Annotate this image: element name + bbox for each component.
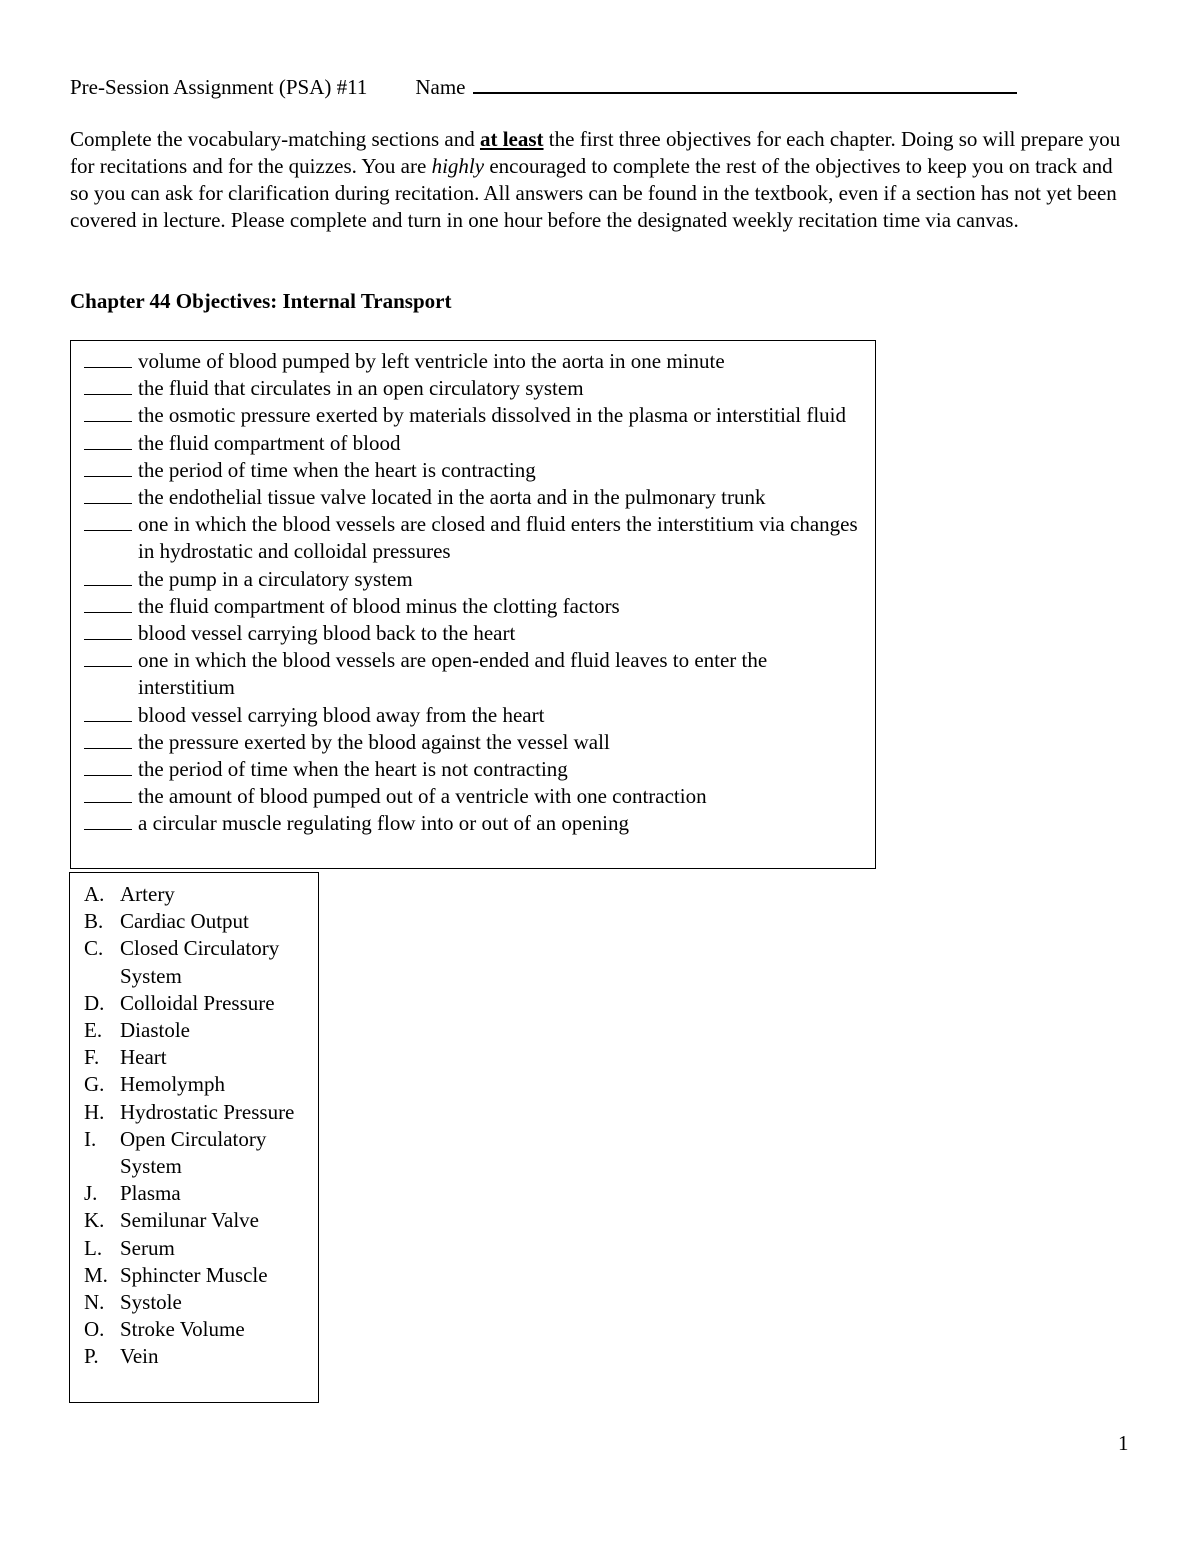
definition-item xyxy=(84,375,875,402)
term-letter: E. xyxy=(84,1018,103,1043)
term-item xyxy=(84,1316,318,1343)
instructions-text-2: the first three objectives for each chapter. Doing so will prepare you for recitations and for the quizzes. You are xyxy=(70,127,1121,178)
answer-blank[interactable] xyxy=(84,702,132,722)
term-item xyxy=(84,1071,318,1098)
term-letter: D. xyxy=(84,990,105,1015)
term-text: Semilunar Valve xyxy=(120,1208,260,1233)
term-text: Hemolymph xyxy=(120,1072,225,1097)
page-number: 1 xyxy=(1118,1431,1129,1455)
definition-item xyxy=(84,647,875,701)
definition-text: one in which the blood vessels are closed and fluid enters the interstitium via changes in hydrostatic and colloidal pressures xyxy=(138,512,858,564)
answer-blank[interactable] xyxy=(84,593,132,613)
instructions-italic: highly xyxy=(431,154,485,178)
definition-text: the fluid compartment of blood xyxy=(138,430,401,455)
chapter-title: Chapter 44 Objectives: Internal Transport xyxy=(70,289,452,313)
term-item xyxy=(84,1289,318,1316)
definition-item xyxy=(84,430,875,457)
answer-blank[interactable] xyxy=(84,402,132,422)
definition-item xyxy=(84,593,875,620)
term-letter: L. xyxy=(84,1235,103,1260)
definition-text: volume of blood pumped by left ventricle into the aorta in one minute xyxy=(138,349,725,373)
definition-item xyxy=(84,702,875,729)
answer-blank[interactable] xyxy=(84,430,132,450)
definition-item xyxy=(84,756,875,783)
term-letter: C. xyxy=(84,936,104,961)
answer-blank[interactable] xyxy=(84,620,132,640)
answer-blank[interactable] xyxy=(84,484,132,504)
term-text: Heart xyxy=(120,1045,167,1070)
answer-blank[interactable] xyxy=(84,729,132,749)
term-item xyxy=(84,1017,318,1044)
instructions-text-1: Complete the vocabulary-matching sections and xyxy=(70,127,480,151)
term-text: Cardiac Output xyxy=(120,909,249,934)
term-item xyxy=(84,908,318,935)
term-item xyxy=(84,881,318,908)
answer-blank[interactable] xyxy=(84,511,132,531)
assignment-title: Pre-Session Assignment (PSA) #11 xyxy=(70,75,368,99)
definition-text: the pressure exerted by the blood against the vessel wall xyxy=(138,729,610,754)
term-item xyxy=(84,935,318,989)
definition-item xyxy=(84,457,875,484)
definition-item xyxy=(84,484,875,511)
term-item xyxy=(84,1235,318,1262)
term-text: Serum xyxy=(120,1235,175,1260)
definition-text: a circular muscle regulating flow into or out of an opening xyxy=(138,811,630,836)
definition-text: the endothelial tissue valve located in the aorta and in the pulmonary trunk xyxy=(138,485,766,510)
definitions-box xyxy=(70,340,876,869)
definition-item xyxy=(84,402,875,429)
answer-blank[interactable] xyxy=(84,457,132,477)
definition-item xyxy=(84,783,875,810)
term-text: Vein xyxy=(120,1344,159,1369)
definition-text: one in which the blood vessels are open-ended and fluid leaves to enter the interstitium xyxy=(138,648,768,700)
term-letter: H. xyxy=(84,1099,105,1124)
term-text: Colloidal Pressure xyxy=(120,990,275,1015)
instructions-text-3: encouraged to complete the rest of the objectives to keep you on track and so you can ask for clarification during recitation. All answers can be found in the textbook, even if a section has not yet been covered in lecture. Please complete and turn in one hour before the designated weekly recitation time via canvas. xyxy=(70,154,1117,232)
answer-blank[interactable] xyxy=(84,566,132,586)
term-letter: B. xyxy=(84,909,104,934)
name-label: Name xyxy=(415,75,466,99)
term-text: Systole xyxy=(120,1290,182,1315)
definition-text: the amount of blood pumped out of a ventricle with one contraction xyxy=(138,784,707,809)
term-text: Hydrostatic Pressure xyxy=(120,1099,295,1124)
term-item xyxy=(84,1099,318,1126)
term-item xyxy=(84,990,318,1017)
definition-text: blood vessel carrying blood away from the heart xyxy=(138,702,545,727)
definition-item xyxy=(84,348,875,375)
term-letter: A. xyxy=(84,882,105,906)
term-item xyxy=(84,1126,318,1180)
answer-blank[interactable] xyxy=(84,348,132,368)
instructions-paragraph xyxy=(70,126,1130,234)
term-text: Diastole xyxy=(120,1018,190,1043)
term-letter: K. xyxy=(84,1208,105,1233)
definition-item xyxy=(84,566,875,593)
term-item xyxy=(84,1262,318,1289)
instructions-emphasis: at least xyxy=(479,127,544,151)
term-letter: O. xyxy=(84,1317,105,1342)
term-letter: P. xyxy=(84,1344,99,1369)
definition-text: the osmotic pressure exerted by materials dissolved in the plasma or interstitial fluid xyxy=(138,403,846,428)
answer-blank[interactable] xyxy=(84,647,132,667)
term-item xyxy=(84,1180,318,1207)
term-item xyxy=(84,1207,318,1234)
term-item xyxy=(84,1044,318,1071)
answer-blank[interactable] xyxy=(84,375,132,395)
term-text: Open Circulatory System xyxy=(120,1126,267,1179)
answer-blank[interactable] xyxy=(84,810,132,830)
answer-blank[interactable] xyxy=(84,783,132,803)
term-letter: M. xyxy=(84,1262,108,1287)
term-text: Plasma xyxy=(120,1181,181,1206)
answer-blank[interactable] xyxy=(84,756,132,776)
definition-item xyxy=(84,511,875,565)
term-text: Sphincter Muscle xyxy=(120,1262,268,1287)
term-item xyxy=(84,1343,318,1370)
term-text: Closed Circulatory System xyxy=(120,936,280,988)
definition-text: the pump in a circulatory system xyxy=(138,566,413,591)
term-text: Artery xyxy=(120,882,175,906)
definition-text: the period of time when the heart is not contracting xyxy=(138,757,568,782)
definition-text: the fluid compartment of blood minus the clotting factors xyxy=(138,593,620,618)
definition-text: the fluid that circulates in an open circulatory system xyxy=(138,376,584,401)
term-letter: N. xyxy=(84,1290,105,1315)
term-letter: F. xyxy=(84,1045,100,1070)
term-text: Stroke Volume xyxy=(120,1317,245,1342)
definition-item xyxy=(84,729,875,756)
name-blank-line xyxy=(473,72,1017,94)
definition-text: blood vessel carrying blood back to the heart xyxy=(138,621,516,646)
definition-text: the period of time when the heart is contracting xyxy=(138,457,536,482)
term-letter: G. xyxy=(84,1072,105,1097)
definition-item xyxy=(84,620,875,647)
document-header xyxy=(70,72,1017,101)
definition-item xyxy=(84,810,875,837)
term-letter: J. xyxy=(84,1181,98,1206)
terms-box xyxy=(69,872,319,1403)
term-letter: I. xyxy=(84,1126,97,1151)
